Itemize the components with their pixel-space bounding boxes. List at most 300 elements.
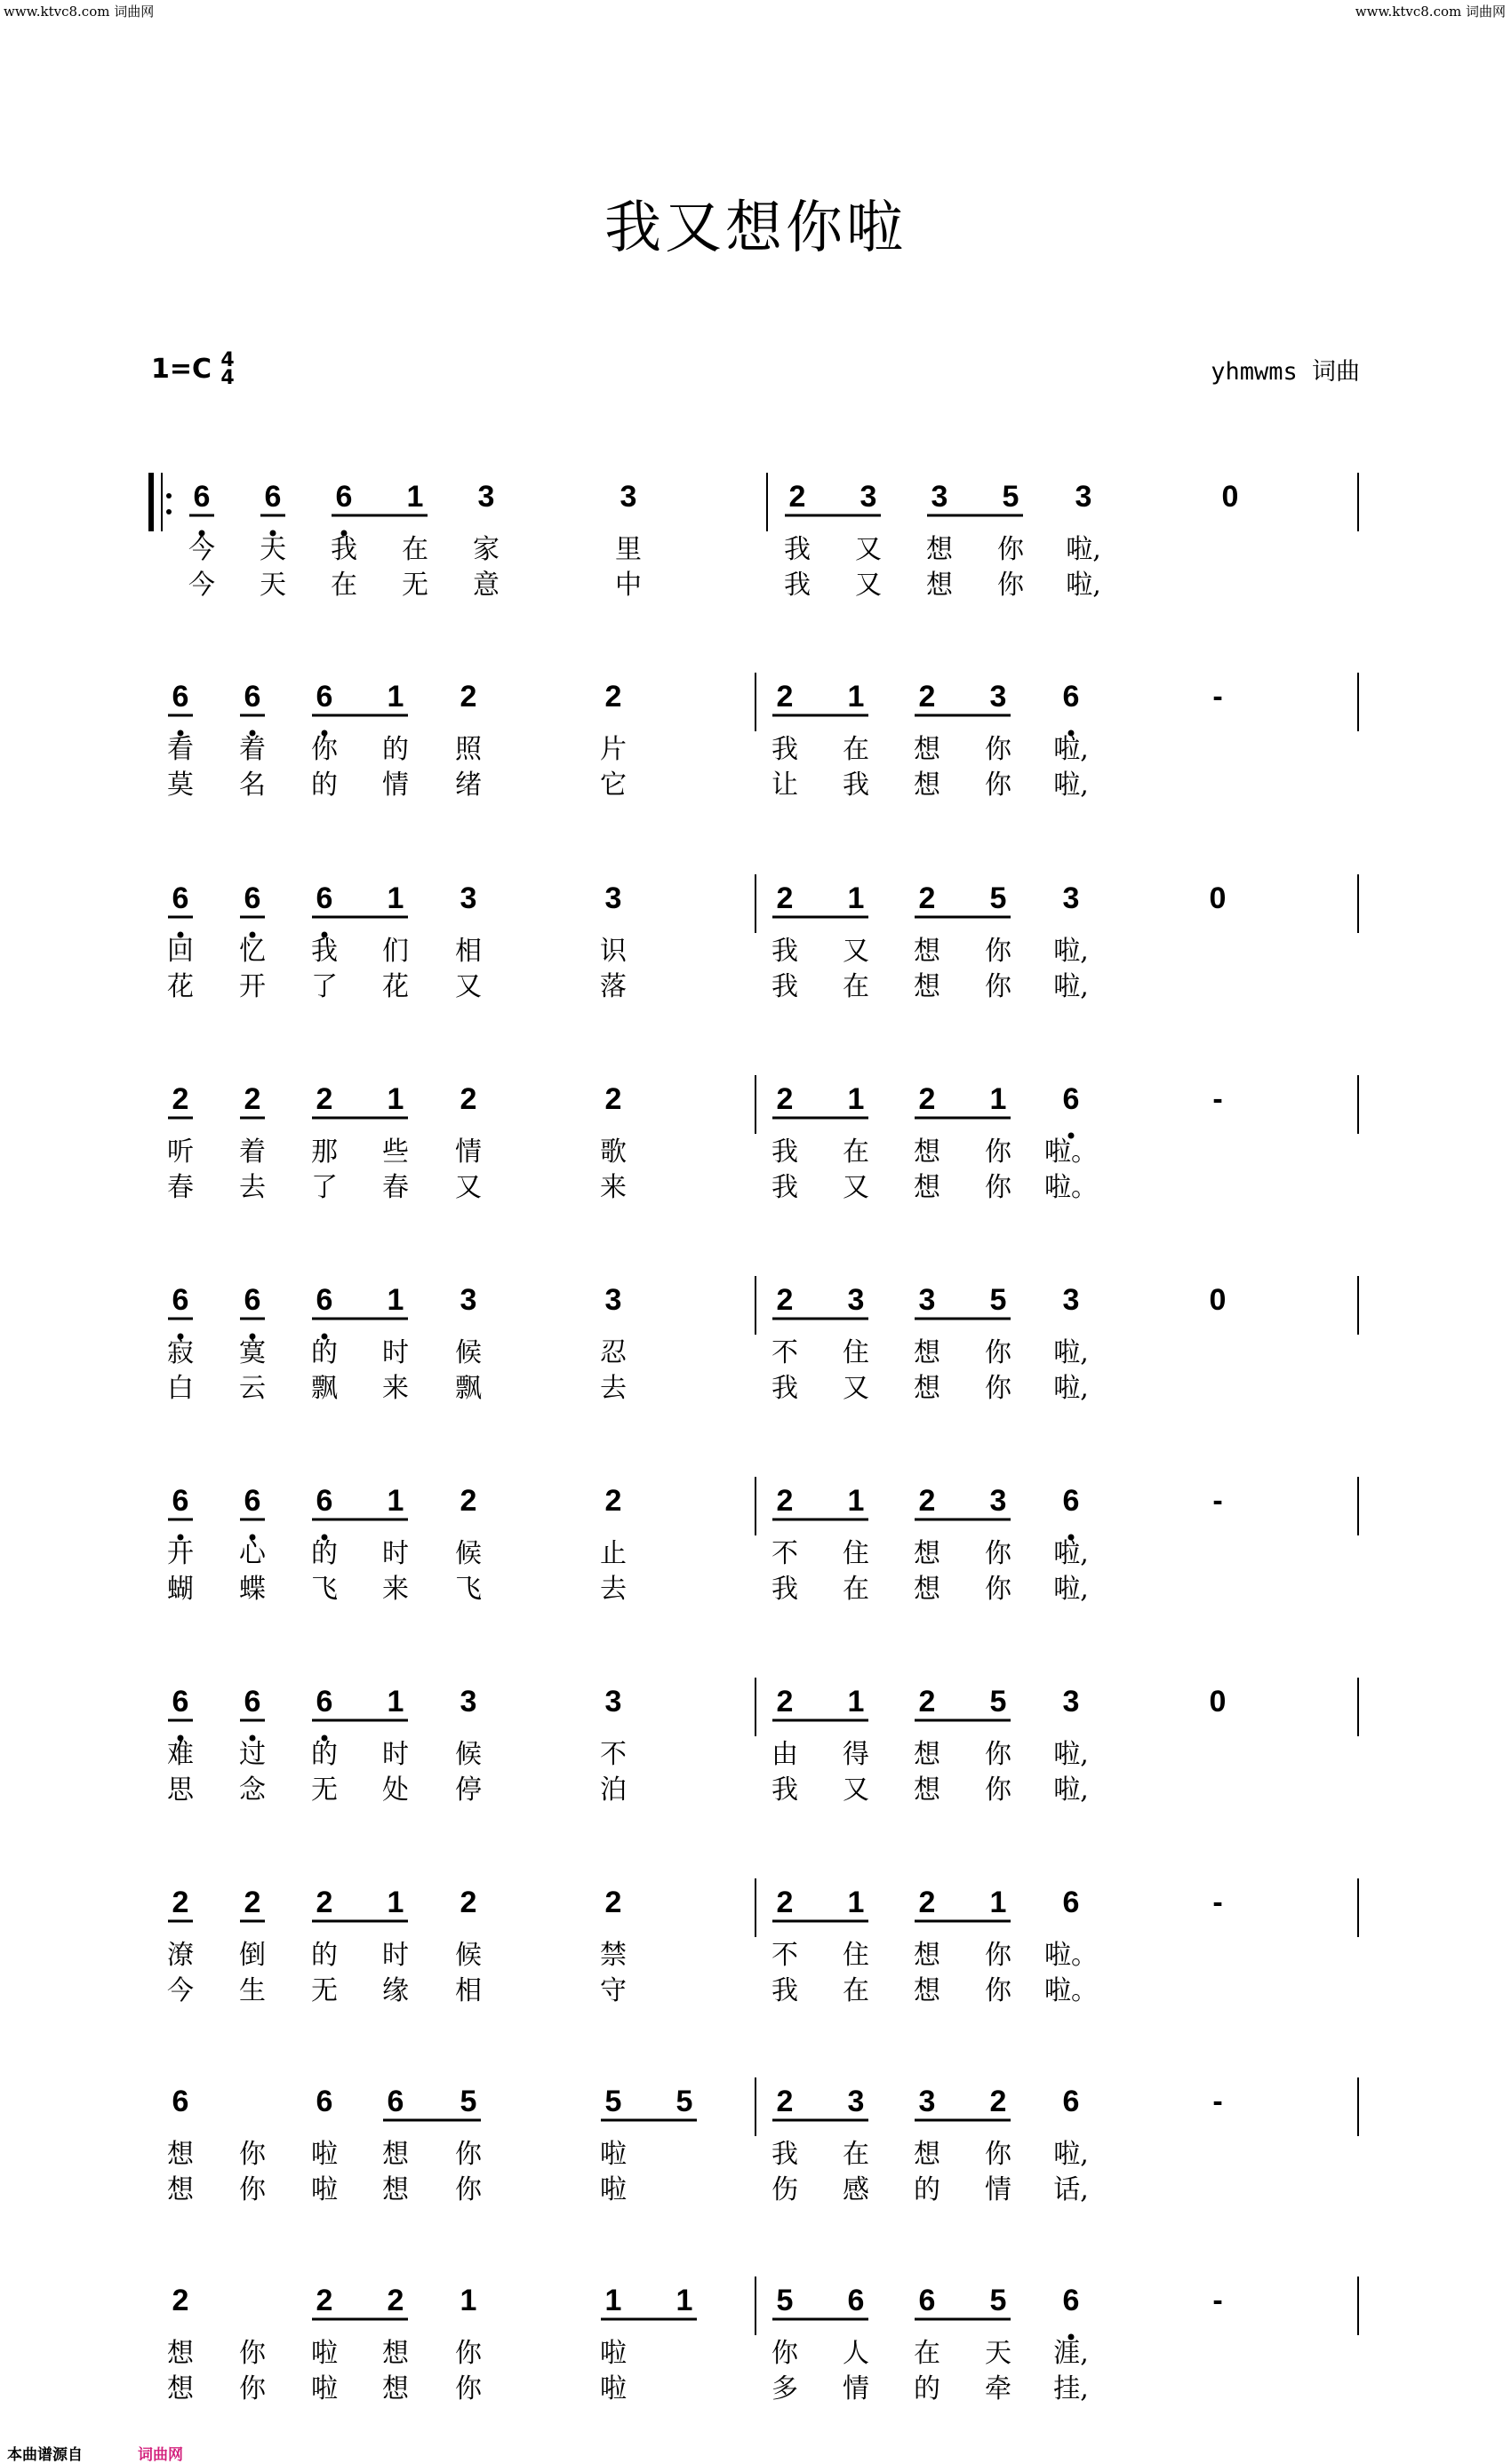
lyric-char: 啦, (1053, 1538, 1089, 1569)
lyric-char: 那 (311, 1136, 338, 1168)
lyric-char: 啦。 (1044, 1940, 1098, 1971)
lyric-char: 家 (473, 534, 500, 565)
note: 2 (788, 480, 806, 514)
lyric-char: 想 (914, 971, 940, 1002)
note: 1 (847, 1685, 865, 1718)
lyric-char: 我 (771, 971, 798, 1002)
lyric-char: 的 (311, 1739, 338, 1770)
lyric-char: 想 (914, 1373, 940, 1404)
lyric-char: 你 (455, 2139, 482, 2170)
lyric-char: 春 (382, 1172, 409, 1203)
lyric-char: 去 (600, 1574, 627, 1605)
note: 2 (172, 1082, 189, 1116)
note: 2 (460, 1886, 477, 1919)
lyric-char: 生 (239, 1975, 266, 2006)
note: 6 (244, 881, 261, 915)
lyric-char: 在 (843, 1574, 869, 1605)
note: 1 (387, 1283, 404, 1317)
lyric-char: 来 (382, 1574, 409, 1605)
footer-source-label: 本曲谱源自 (7, 2446, 83, 2464)
lyric-char: 守 (600, 1975, 627, 2006)
lyric-char: 相 (455, 1975, 482, 2006)
lyric-char: 啦 (311, 2174, 338, 2205)
lyric-char: 你 (985, 936, 1011, 967)
note: 6 (172, 1484, 189, 1518)
lyric-char: 过 (239, 1739, 266, 1770)
note: 3 (847, 2085, 865, 2118)
lyric-char: 啦 (600, 2139, 627, 2170)
lyric-char: 啦, (1053, 2139, 1089, 2170)
note: 3 (1062, 881, 1080, 915)
lyric-char: 难 (167, 1739, 194, 1770)
watermark-left: www.ktvc8.com 词曲网 (4, 4, 155, 20)
note: 3 (460, 1685, 477, 1718)
note: 6 (244, 1283, 261, 1317)
lyric-char: 了 (311, 971, 338, 1002)
lyric-char: 绪 (455, 770, 482, 801)
lyric-char: 让 (771, 770, 798, 801)
lyric-char: 啦 (600, 2174, 627, 2205)
lyric-char: 你 (239, 2373, 266, 2404)
lyric-char: 停 (455, 1774, 482, 1806)
note: 1 (387, 1886, 404, 1919)
note: - (1212, 1484, 1223, 1518)
lyric-char: 想 (382, 2373, 409, 2404)
lyric-char: 想 (914, 1739, 940, 1770)
lyric-char: 片 (600, 734, 627, 765)
note: 2 (918, 1082, 936, 1116)
note: 2 (776, 1484, 794, 1518)
lyric-char: 天 (260, 570, 286, 601)
note: 2 (604, 1082, 622, 1116)
lyric-char: 想 (914, 1538, 940, 1569)
note: 2 (244, 1886, 261, 1919)
note: - (1212, 2284, 1223, 2317)
lyric-char: 啦, (1053, 734, 1089, 765)
lyric-char: 莫 (167, 770, 194, 801)
note: 2 (604, 680, 622, 714)
lyric-char: 你 (985, 1774, 1011, 1806)
lyric-char: 倒 (239, 1940, 266, 1971)
note: 6 (172, 680, 189, 714)
note: 1 (847, 1886, 865, 1919)
lyric-char: 时 (382, 1538, 409, 1569)
lyric-char: 不 (600, 1739, 627, 1770)
lyric-char: 忍 (600, 1337, 627, 1368)
lyric-char: 缘 (382, 1975, 409, 2006)
note: 3 (620, 480, 637, 514)
lyric-char: 你 (985, 2139, 1011, 2170)
lyric-char: 想 (382, 2174, 409, 2205)
lyric-char: 潦 (167, 1940, 194, 1971)
lyric-char: 你 (997, 534, 1024, 565)
lyric-char: 情 (455, 1136, 482, 1168)
lyric-char: 春 (167, 1172, 194, 1203)
note: 6 (1062, 680, 1080, 714)
lyric-char: 又 (843, 1774, 869, 1806)
lyric-char: 你 (455, 2174, 482, 2205)
lyric-char: 啦, (1053, 770, 1089, 801)
lyric-char: 我 (771, 1975, 798, 2006)
lyric-char: 的 (914, 2174, 940, 2205)
lyric-char: 寞 (239, 1337, 266, 1368)
note: 3 (931, 480, 948, 514)
lyric-char: 啦, (1053, 1574, 1089, 1605)
lyric-char: 挂, (1053, 2373, 1089, 2404)
lyric-char: 时 (382, 1337, 409, 1368)
lyric-char: 些 (382, 1136, 409, 1168)
note: 5 (989, 1685, 1007, 1718)
lyric-char: 它 (600, 770, 627, 801)
lyric-char: 想 (167, 2139, 194, 2170)
note: 1 (387, 1484, 404, 1518)
lyric-char: 你 (311, 734, 338, 765)
note: 6 (316, 1283, 333, 1317)
lyric-char: 来 (600, 1172, 627, 1203)
note: 2 (316, 1082, 333, 1116)
lyric-char: 止 (600, 1538, 627, 1569)
lyric-char: 你 (985, 1940, 1011, 1971)
note: 2 (387, 2284, 404, 2317)
note: 3 (460, 881, 477, 915)
note: 6 (1062, 2085, 1080, 2118)
lyric-char: 情 (985, 2174, 1011, 2205)
note: 6 (1062, 1886, 1080, 1919)
note: 2 (316, 1886, 333, 1919)
note: 1 (387, 1685, 404, 1718)
lyric-char: 想 (167, 2338, 194, 2369)
lyric-char: 在 (914, 2338, 940, 2369)
lyric-char: 在 (402, 534, 428, 565)
lyric-char: 你 (985, 770, 1011, 801)
note: 1 (989, 1886, 1007, 1919)
lyric-char: 今 (167, 1975, 194, 2006)
lyric-char: 情 (382, 770, 409, 801)
lyric-char: 你 (455, 2338, 482, 2369)
lyric-char: 相 (455, 936, 482, 967)
note: 2 (776, 1685, 794, 1718)
lyric-char: 我 (771, 1574, 798, 1605)
lyric-char: 你 (985, 1739, 1011, 1770)
note: - (1212, 2085, 1223, 2118)
lyric-char: 来 (382, 1373, 409, 1404)
note: 3 (847, 1283, 865, 1317)
lyric-char: 想 (914, 734, 940, 765)
lyric-char: 住 (843, 1538, 869, 1569)
lyric-char: 里 (615, 534, 642, 565)
lyric-char: 你 (985, 1172, 1011, 1203)
lyric-char: 啦, (1053, 936, 1089, 967)
lyric-char: 天 (260, 534, 286, 565)
note: 2 (460, 1484, 477, 1518)
lyric-char: 你 (985, 971, 1011, 1002)
lyric-char: 候 (455, 1538, 482, 1569)
lyric-char: 话, (1053, 2174, 1089, 2205)
lyric-char: 啦 (311, 2338, 338, 2369)
lyric-char: 候 (455, 1940, 482, 1971)
lyric-char: 想 (914, 936, 940, 967)
lyric-char: 我 (771, 1774, 798, 1806)
note: 2 (604, 1886, 622, 1919)
lyric-char: 开 (167, 1538, 194, 1569)
lyric-char: 中 (615, 570, 642, 601)
lyric-char: 了 (311, 1172, 338, 1203)
lyric-char: 住 (843, 1337, 869, 1368)
note: 6 (172, 1685, 189, 1718)
lyric-char: 花 (382, 971, 409, 1002)
lyric-char: 你 (997, 570, 1024, 601)
note: 6 (316, 1685, 333, 1718)
note: 6 (1062, 1082, 1080, 1116)
lyric-char: 的 (914, 2373, 940, 2404)
note: 5 (676, 2085, 693, 2118)
note: 1 (387, 680, 404, 714)
lyric-char: 想 (167, 2174, 194, 2205)
note: 2 (172, 1886, 189, 1919)
lyric-char: 我 (771, 936, 798, 967)
lyric-char: 歌 (600, 1136, 627, 1168)
lyric-char: 啦, (1053, 1337, 1089, 1368)
note: 6 (193, 480, 211, 514)
lyric-char: 得 (843, 1739, 869, 1770)
lyric-char: 想 (914, 1774, 940, 1806)
lyric-char: 你 (985, 1373, 1011, 1404)
lyric-char: 看 (167, 734, 194, 765)
lyric-char: 白 (167, 1373, 194, 1404)
lyric-char: 想 (926, 570, 953, 601)
note: 6 (847, 2284, 865, 2317)
note: 2 (776, 881, 794, 915)
lyric-char: 感 (843, 2174, 869, 2205)
note: 2 (918, 1484, 936, 1518)
lyric-char: 蝴 (167, 1574, 194, 1605)
lyric-char: 的 (382, 734, 409, 765)
note: 3 (989, 680, 1007, 714)
note: 5 (989, 2284, 1007, 2317)
lyric-char: 花 (167, 971, 194, 1002)
note: 6 (335, 480, 353, 514)
time-signature-bottom: 4 (220, 367, 235, 389)
lyric-char: 又 (455, 971, 482, 1002)
lyric-char: 的 (311, 1538, 338, 1569)
lyric-char: 啦, (1053, 971, 1089, 1002)
note: 2 (989, 2085, 1007, 2118)
note: 6 (172, 1283, 189, 1317)
lyric-char: 我 (784, 534, 811, 565)
note: 3 (918, 1283, 936, 1317)
lyric-char: 啦, (1053, 1739, 1089, 1770)
lyric-char: 我 (784, 570, 811, 601)
lyric-char: 无 (402, 570, 428, 601)
lyric-char: 忆 (239, 936, 266, 967)
note: 5 (1002, 480, 1019, 514)
lyric-char: 想 (914, 1940, 940, 1971)
note: 5 (604, 2085, 622, 2118)
note: 6 (244, 1685, 261, 1718)
note: 6 (264, 480, 282, 514)
note: 1 (847, 881, 865, 915)
lyric-char: 你 (985, 1136, 1011, 1168)
lyric-char: 住 (843, 1940, 869, 1971)
lyric-char: 啦, (1066, 534, 1101, 565)
lyric-char: 多 (771, 2373, 798, 2404)
lyric-char: 着 (239, 734, 266, 765)
lyric-char: 啦。 (1044, 1975, 1098, 2006)
lyric-char: 名 (239, 770, 266, 801)
note: 6 (1062, 2284, 1080, 2317)
note: 3 (1062, 1283, 1080, 1317)
note: 2 (918, 680, 936, 714)
lyric-char: 不 (771, 1337, 798, 1368)
lyric-char: 你 (985, 1538, 1011, 1569)
lyric-char: 泊 (600, 1774, 627, 1806)
note: 1 (387, 881, 404, 915)
note: 6 (172, 881, 189, 915)
note: 2 (776, 1082, 794, 1116)
lyric-char: 我 (311, 936, 338, 967)
song-title: 我又想你啦 (604, 195, 907, 261)
lyric-char: 飞 (311, 1574, 338, 1605)
note: 6 (316, 2085, 333, 2118)
lyric-char: 涯, (1053, 2338, 1089, 2369)
key-signature: 1=C (151, 354, 212, 385)
lyric-char: 你 (239, 2174, 266, 2205)
lyric-char: 飞 (455, 1574, 482, 1605)
lyric-char: 啦 (311, 2373, 338, 2404)
note: 2 (460, 1082, 477, 1116)
note: - (1212, 1082, 1223, 1116)
lyric-char: 去 (239, 1172, 266, 1203)
lyric-char: 我 (771, 1172, 798, 1203)
lyric-char: 去 (600, 1373, 627, 1404)
lyric-char: 今 (188, 534, 215, 565)
lyric-char: 想 (914, 1574, 940, 1605)
lyric-char: 天 (985, 2338, 1011, 2369)
lyric-char: 想 (914, 1136, 940, 1168)
note: 1 (387, 1082, 404, 1116)
note: 1 (604, 2284, 622, 2317)
lyric-char: 的 (311, 1940, 338, 1971)
lyric-char: 又 (843, 936, 869, 967)
note: 1 (676, 2284, 693, 2317)
lyric-char: 我 (771, 734, 798, 765)
lyric-char: 我 (771, 2139, 798, 2170)
lyric-char: 我 (331, 534, 357, 565)
lyric-char: 的 (311, 1337, 338, 1368)
note: 1 (847, 1082, 865, 1116)
lyric-char: 回 (167, 936, 194, 967)
lyric-char: 人 (843, 2338, 869, 2369)
note: 2 (460, 680, 477, 714)
lyric-char: 啦, (1066, 570, 1101, 601)
lyric-char: 又 (843, 1172, 869, 1203)
credit: yhmwms 词曲 (1211, 358, 1360, 386)
lyric-char: 云 (239, 1373, 266, 1404)
lyric-char: 不 (771, 1538, 798, 1569)
note: 6 (316, 680, 333, 714)
lyric-char: 候 (455, 1337, 482, 1368)
lyric-char: 念 (239, 1774, 266, 1806)
lyric-char: 意 (473, 570, 500, 601)
lyric-char: 时 (382, 1940, 409, 1971)
lyric-char: 想 (382, 2139, 409, 2170)
footer-source-name: 词曲网 (138, 2446, 183, 2464)
lyric-char: 在 (843, 734, 869, 765)
lyric-char: 我 (843, 770, 869, 801)
note: 3 (1062, 1685, 1080, 1718)
lyric-char: 我 (771, 1373, 798, 1404)
lyric-char: 照 (455, 734, 482, 765)
lyric-char: 无 (311, 1975, 338, 2006)
lyric-char: 啦, (1053, 1774, 1089, 1806)
note: 5 (776, 2284, 794, 2317)
watermark-right: www.ktvc8.com 词曲网 (1355, 4, 1506, 20)
lyric-char: 我 (771, 1136, 798, 1168)
lyric-char: 伤 (771, 2174, 798, 2205)
note: 1 (847, 1484, 865, 1518)
note: 5 (460, 2085, 477, 2118)
lyric-char: 啦 (600, 2338, 627, 2369)
lyric-char: 蝶 (239, 1574, 266, 1605)
note: 2 (316, 2284, 333, 2317)
note: 3 (477, 480, 495, 514)
lyric-char: 处 (382, 1774, 409, 1806)
note: 6 (387, 2085, 404, 2118)
note: 6 (316, 881, 333, 915)
lyric-char: 落 (600, 971, 627, 1002)
lyric-char: 你 (985, 1337, 1011, 1368)
note: 3 (918, 2085, 936, 2118)
lyric-char: 你 (239, 2139, 266, 2170)
lyric-char: 开 (239, 971, 266, 1002)
lyric-char: 禁 (600, 1940, 627, 1971)
lyric-char: 啦 (600, 2373, 627, 2404)
note: 2 (776, 2085, 794, 2118)
time-signature-top: 4 (220, 349, 235, 371)
note: 2 (918, 1886, 936, 1919)
note: 3 (604, 1685, 622, 1718)
note: 3 (604, 881, 622, 915)
lyric-char: 牵 (985, 2373, 1011, 2404)
lyric-char: 想 (914, 770, 940, 801)
note: 3 (859, 480, 877, 514)
note: 1 (847, 680, 865, 714)
lyric-char: 无 (311, 1774, 338, 1806)
note: 2 (604, 1484, 622, 1518)
note: 1 (989, 1082, 1007, 1116)
lyric-char: 你 (985, 1574, 1011, 1605)
note: 3 (604, 1283, 622, 1317)
lyric-char: 不 (771, 1940, 798, 1971)
lyric-char: 在 (843, 1136, 869, 1168)
note: 2 (776, 1283, 794, 1317)
lyric-char: 啦。 (1044, 1172, 1098, 1203)
lyric-char: 听 (167, 1136, 194, 1168)
note: - (1212, 680, 1223, 714)
note: 2 (918, 881, 936, 915)
lyric-char: 飘 (455, 1373, 482, 1404)
note: 3 (460, 1283, 477, 1317)
note: 2 (244, 1082, 261, 1116)
lyric-char: 想 (167, 2373, 194, 2404)
note: 5 (989, 881, 1007, 915)
lyric-char: 飘 (311, 1373, 338, 1404)
lyric-char: 你 (985, 1975, 1011, 2006)
lyric-char: 你 (985, 734, 1011, 765)
note: 2 (776, 680, 794, 714)
lyric-char: 想 (382, 2338, 409, 2369)
lyric-char: 的 (311, 770, 338, 801)
